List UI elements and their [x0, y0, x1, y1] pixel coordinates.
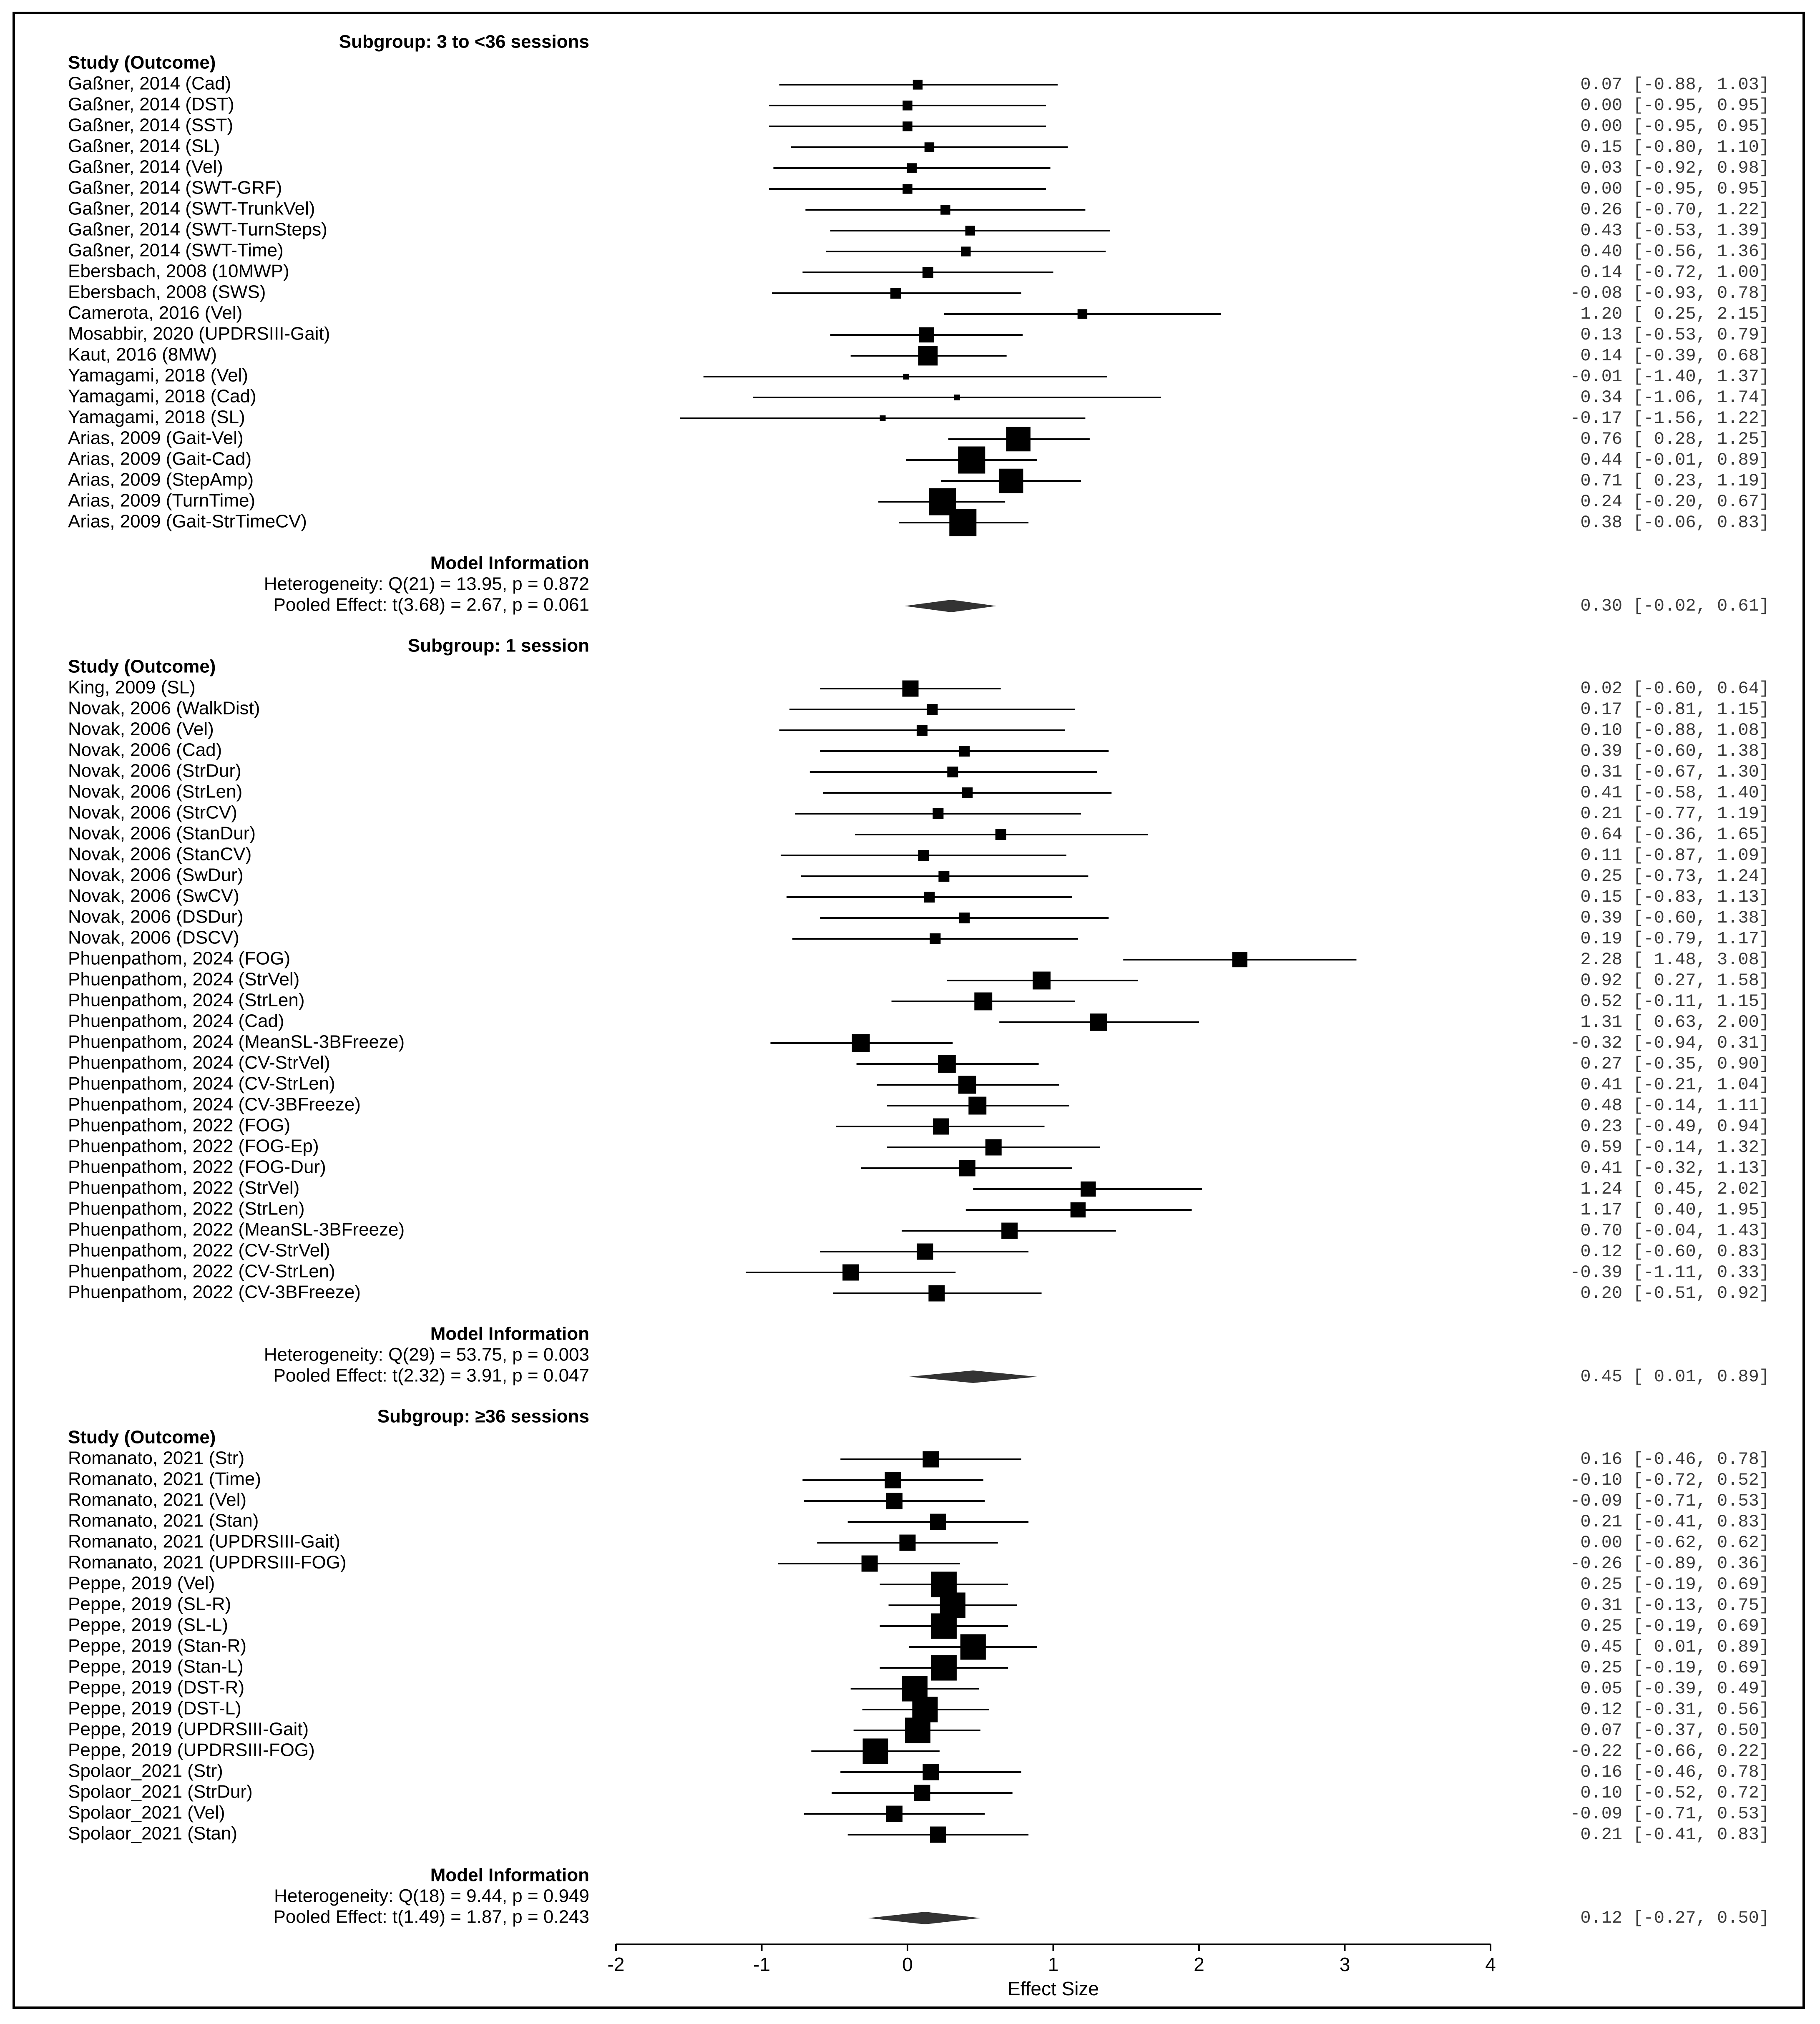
pooled-diamond [909, 1370, 1037, 1383]
ci-text: 0.16 [-0.46, 0.78] [1580, 1762, 1770, 1783]
pooled-diamond [868, 1912, 980, 1924]
ci-text: 0.25 [-0.73, 1.24] [1580, 866, 1770, 887]
effect-marker [842, 1265, 859, 1281]
model-info-label: Model Information [430, 553, 589, 573]
heterogeneity-text: Heterogeneity: Q(21) = 13.95, p = 0.872 [264, 573, 589, 594]
ci-text: 0.64 [-0.36, 1.65] [1580, 825, 1770, 845]
effect-marker [1006, 427, 1031, 452]
ci-text: 0.00 [-0.62, 0.62] [1580, 1533, 1770, 1553]
ci-text: 0.39 [-0.60, 1.38] [1580, 908, 1770, 928]
ci-text: 0.20 [-0.51, 0.92] [1580, 1283, 1770, 1304]
pooled-ci-text: 0.30 [-0.02, 0.61] [1580, 596, 1770, 616]
model-info-label: Model Information [430, 1865, 589, 1886]
effect-marker [933, 808, 943, 819]
ci-text: 0.41 [-0.58, 1.40] [1580, 783, 1770, 803]
ci-text: 0.41 [-0.32, 1.13] [1580, 1158, 1770, 1179]
ci-text: 0.07 [-0.88, 1.03] [1580, 75, 1770, 95]
study-label: Phuenpathom, 2022 (CV-StrLen) [68, 1261, 335, 1282]
effect-marker [968, 1097, 986, 1115]
effect-marker [930, 1514, 946, 1530]
ci-text: 0.25 [-0.19, 0.69] [1580, 1616, 1770, 1637]
effect-marker [924, 892, 935, 903]
effect-marker [1078, 309, 1087, 319]
study-label: Novak, 2006 (StrLen) [68, 781, 243, 802]
effect-marker [863, 1738, 888, 1764]
ci-text: 1.20 [ 0.25, 2.15] [1580, 304, 1770, 324]
subgroup-title: Subgroup: ≥36 sessions [377, 1406, 589, 1427]
pooled-ci-text: 0.12 [-0.27, 0.50] [1580, 1908, 1770, 1928]
effect-marker [940, 205, 950, 214]
ci-text: 0.03 [-0.92, 0.98] [1580, 158, 1770, 179]
ci-text: 0.07 [-0.37, 0.50] [1580, 1720, 1770, 1741]
study-label: Phuenpathom, 2024 (StrVel) [68, 969, 300, 990]
effect-marker [890, 288, 901, 299]
ci-text: 0.05 [-0.39, 0.49] [1580, 1679, 1770, 1699]
effect-marker [927, 704, 938, 715]
ci-text: 0.00 [-0.95, 0.95] [1580, 179, 1770, 199]
study-label: Romanato, 2021 (UPDRSIII-Gait) [68, 1531, 340, 1552]
effect-marker [1232, 952, 1247, 967]
study-label: Phuenpathom, 2022 (StrVel) [68, 1177, 300, 1198]
effect-marker [938, 871, 949, 882]
effect-marker [900, 1535, 916, 1551]
study-label: Novak, 2006 (StrDur) [68, 760, 241, 781]
effect-marker [886, 1806, 902, 1822]
ci-text: 0.15 [-0.83, 1.13] [1580, 887, 1770, 908]
ci-text: 0.31 [-0.13, 0.75] [1580, 1595, 1770, 1616]
study-label: Phuenpathom, 2022 (StrLen) [68, 1198, 305, 1219]
study-label: Yamagami, 2018 (Vel) [68, 365, 249, 386]
study-label: Phuenpathom, 2024 (Cad) [68, 1011, 284, 1031]
effect-marker [930, 1827, 946, 1843]
ci-text: 0.17 [-0.81, 1.15] [1580, 699, 1770, 720]
effect-marker [902, 121, 912, 131]
study-label: Spolaor_2021 (Vel) [68, 1802, 225, 1823]
effect-marker [958, 1076, 976, 1094]
study-label: Phuenpathom, 2022 (FOG) [68, 1115, 291, 1136]
effect-marker [902, 184, 912, 194]
effect-marker [995, 829, 1006, 840]
pooled-effect-text: Pooled Effect: t(1.49) = 1.87, p = 0.243 [273, 1906, 589, 1927]
effect-marker [1033, 972, 1051, 990]
ci-text: 0.10 [-0.88, 1.08] [1580, 720, 1770, 741]
ci-text: 0.24 [-0.20, 0.67] [1580, 492, 1770, 512]
ci-text: 0.26 [-0.70, 1.22] [1580, 200, 1770, 220]
effect-marker [925, 142, 934, 152]
study-label: Camerota, 2016 (Vel) [68, 302, 243, 323]
effect-marker [918, 850, 929, 861]
study-label: Peppe, 2019 (DST-L) [68, 1698, 241, 1719]
ci-text: -0.01 [-1.40, 1.37] [1570, 367, 1770, 387]
ci-text: 2.28 [ 1.48, 3.08] [1580, 950, 1770, 970]
study-label: Phuenpathom, 2022 (FOG-Dur) [68, 1157, 326, 1177]
ci-text: 0.21 [-0.77, 1.19] [1580, 804, 1770, 824]
ci-text: 0.23 [-0.49, 0.94] [1580, 1116, 1770, 1137]
effect-marker [928, 1285, 945, 1302]
x-axis-title: Effect Size [1007, 1978, 1099, 2000]
ci-text: -0.09 [-0.71, 0.53] [1570, 1491, 1770, 1511]
ci-text: -0.10 [-0.72, 0.52] [1570, 1470, 1770, 1491]
pooled-effect-text: Pooled Effect: t(2.32) = 3.91, p = 0.047 [273, 1365, 589, 1386]
study-label: Novak, 2006 (SwCV) [68, 885, 239, 906]
ci-text: 0.21 [-0.41, 0.83] [1580, 1825, 1770, 1845]
effect-marker [999, 469, 1023, 493]
ci-text: 0.16 [-0.46, 0.78] [1580, 1449, 1770, 1470]
study-label: Novak, 2006 (StrCV) [68, 802, 237, 823]
pooled-effect-text: Pooled Effect: t(3.68) = 2.67, p = 0.061 [273, 594, 589, 615]
ci-text: 1.31 [ 0.63, 2.00] [1580, 1012, 1770, 1033]
column-header: Study (Outcome) [68, 52, 216, 73]
effect-marker [959, 1160, 975, 1177]
ci-text: 0.14 [-0.39, 0.68] [1580, 346, 1770, 366]
subgroup-title: Subgroup: 1 session [407, 635, 589, 656]
study-label: Gaßner, 2014 (SST) [68, 115, 234, 136]
study-label: Phuenpathom, 2022 (FOG-Ep) [68, 1136, 319, 1157]
study-label: Arias, 2009 (Gait-StrTimeCV) [68, 511, 307, 532]
study-label: Gaßner, 2014 (SL) [68, 136, 220, 156]
effect-marker [852, 1034, 870, 1052]
effect-marker [880, 415, 886, 421]
ci-text: 0.00 [-0.95, 0.95] [1580, 96, 1770, 116]
effect-marker [902, 101, 912, 110]
effect-marker [1071, 1202, 1086, 1217]
study-label: Novak, 2006 (WalkDist) [68, 698, 260, 719]
effect-marker [923, 267, 933, 278]
ci-text: 0.71 [ 0.23, 1.19] [1580, 471, 1770, 491]
ci-text: -0.09 [-0.71, 0.53] [1570, 1804, 1770, 1824]
effect-marker [919, 327, 934, 342]
study-label: Peppe, 2019 (UPDRSIII-Gait) [68, 1719, 309, 1740]
study-label: Phuenpathom, 2024 (CV-3BFreeze) [68, 1094, 361, 1115]
study-label: Peppe, 2019 (DST-R) [68, 1677, 245, 1698]
study-label: Phuenpathom, 2022 (CV-3BFreeze) [68, 1282, 361, 1302]
ci-text: 0.34 [-1.06, 1.74] [1580, 387, 1770, 408]
study-label: Phuenpathom, 2024 (CV-StrVel) [68, 1052, 330, 1073]
pooled-ci-text: 0.45 [ 0.01, 0.89] [1580, 1367, 1770, 1387]
ci-text: 0.48 [-0.14, 1.11] [1580, 1096, 1770, 1116]
study-label: Spolaor_2021 (StrDur) [68, 1781, 253, 1802]
pooled-diamond [905, 600, 996, 612]
ci-text: 0.12 [-0.60, 0.83] [1580, 1242, 1770, 1262]
study-label: Phuenpathom, 2024 (CV-StrLen) [68, 1073, 335, 1094]
study-label: Spolaor_2021 (Stan) [68, 1823, 238, 1844]
model-info-label: Model Information [430, 1323, 589, 1344]
ci-text: -0.39 [-1.11, 0.33] [1570, 1262, 1770, 1283]
ci-text: 0.70 [-0.04, 1.43] [1580, 1221, 1770, 1241]
effect-marker [962, 787, 973, 798]
x-tick-label: -2 [607, 1954, 625, 1976]
study-label: Arias, 2009 (StepAmp) [68, 469, 254, 490]
ci-text: 0.45 [ 0.01, 0.89] [1580, 1637, 1770, 1657]
ci-text: 0.52 [-0.11, 1.15] [1580, 991, 1770, 1012]
x-tick-label: -1 [753, 1954, 770, 1976]
ci-text: -0.26 [-0.89, 0.36] [1570, 1554, 1770, 1574]
study-label: Phuenpathom, 2022 (MeanSL-3BFreeze) [68, 1219, 405, 1240]
ci-text: 0.38 [-0.06, 0.83] [1580, 513, 1770, 533]
ci-text: 0.11 [-0.87, 1.09] [1580, 845, 1770, 866]
study-label: Novak, 2006 (DSCV) [68, 927, 239, 948]
ci-text: 0.40 [-0.56, 1.36] [1580, 241, 1770, 262]
x-tick-label: 2 [1194, 1954, 1204, 1976]
heterogeneity-text: Heterogeneity: Q(29) = 53.75, p = 0.003 [264, 1344, 589, 1365]
study-label: Gaßner, 2014 (SWT-TurnSteps) [68, 219, 327, 240]
study-label: Peppe, 2019 (UPDRSIII-FOG) [68, 1740, 315, 1760]
effect-marker [947, 767, 958, 777]
study-label: Gaßner, 2014 (DST) [68, 94, 234, 115]
ci-text: 0.15 [-0.80, 1.10] [1580, 137, 1770, 158]
ci-text: 0.76 [ 0.28, 1.25] [1580, 429, 1770, 450]
ci-text: 0.92 [ 0.27, 1.58] [1580, 971, 1770, 991]
ci-text: 0.39 [-0.60, 1.38] [1580, 741, 1770, 762]
effect-marker [961, 246, 970, 256]
x-tick-label: 4 [1485, 1954, 1496, 1976]
study-label: Arias, 2009 (Gait-Vel) [68, 427, 244, 448]
effect-marker [923, 1451, 939, 1468]
ci-text: 1.24 [ 0.45, 2.02] [1580, 1179, 1770, 1199]
ci-text: 0.25 [-0.19, 0.69] [1580, 1574, 1770, 1595]
subgroup-title: Subgroup: 3 to <36 sessions [339, 31, 589, 52]
effect-marker [914, 1785, 930, 1801]
effect-marker [1090, 1013, 1107, 1031]
ci-text: 0.25 [-0.19, 0.69] [1580, 1658, 1770, 1678]
effect-marker [931, 1655, 957, 1680]
x-tick-label: 3 [1339, 1954, 1350, 1976]
ci-text: 0.59 [-0.14, 1.32] [1580, 1137, 1770, 1158]
ci-text: -0.17 [-1.56, 1.22] [1570, 408, 1770, 429]
effect-marker [938, 1055, 956, 1073]
effect-marker [1001, 1223, 1018, 1239]
study-label: Phuenpathom, 2024 (MeanSL-3BFreeze) [68, 1031, 405, 1052]
effect-marker [903, 374, 909, 380]
column-header: Study (Outcome) [68, 656, 216, 677]
study-label: Romanato, 2021 (UPDRSIII-FOG) [68, 1552, 347, 1573]
effect-marker [954, 395, 960, 400]
study-label: Novak, 2006 (DSDur) [68, 906, 244, 927]
study-label: Romanato, 2021 (Time) [68, 1468, 261, 1489]
ci-text: 0.13 [-0.53, 0.79] [1580, 325, 1770, 345]
study-label: Mosabbir, 2020 (UPDRSIII-Gait) [68, 323, 330, 344]
ci-text: 0.19 [-0.79, 1.17] [1580, 929, 1770, 949]
study-label: Arias, 2009 (TurnTime) [68, 490, 256, 511]
ci-text: 0.41 [-0.21, 1.04] [1580, 1075, 1770, 1095]
ci-text: 0.31 [-0.67, 1.30] [1580, 762, 1770, 782]
effect-marker [885, 1472, 901, 1488]
study-label: Gaßner, 2014 (SWT-GRF) [68, 177, 282, 198]
effect-marker [985, 1139, 1002, 1156]
study-label: Phuenpathom, 2022 (CV-StrVel) [68, 1240, 330, 1261]
study-label: Yamagami, 2018 (SL) [68, 407, 245, 427]
effect-marker [917, 1244, 933, 1260]
effect-marker [960, 1634, 986, 1659]
ci-text: 0.43 [-0.53, 1.39] [1580, 221, 1770, 241]
ci-text: -0.08 [-0.93, 0.78] [1570, 283, 1770, 304]
study-label: Peppe, 2019 (Vel) [68, 1573, 215, 1594]
study-label: Romanato, 2021 (Stan) [68, 1510, 259, 1531]
effect-marker [862, 1556, 878, 1572]
ci-text: -0.32 [-0.94, 0.31] [1570, 1033, 1770, 1053]
effect-marker [886, 1493, 902, 1509]
study-label: Romanato, 2021 (Str) [68, 1448, 245, 1468]
heterogeneity-text: Heterogeneity: Q(18) = 9.44, p = 0.949 [274, 1886, 589, 1906]
x-tick-label: 1 [1048, 1954, 1059, 1976]
effect-marker [949, 509, 976, 536]
ci-text: 0.10 [-0.52, 0.72] [1580, 1783, 1770, 1803]
effect-marker [931, 1613, 957, 1639]
ci-text: -0.22 [-0.66, 0.22] [1570, 1741, 1770, 1762]
effect-marker [917, 725, 928, 736]
study-label: Novak, 2006 (Vel) [68, 719, 214, 739]
ci-text: 0.00 [-0.95, 0.95] [1580, 116, 1770, 137]
study-label: Kaut, 2016 (8MW) [68, 344, 217, 365]
study-label: Phuenpathom, 2024 (FOG) [68, 948, 291, 969]
x-tick-label: 0 [902, 1954, 913, 1976]
study-label: Yamagami, 2018 (Cad) [68, 386, 256, 407]
effect-marker [913, 80, 923, 89]
ci-text: 1.17 [ 0.40, 1.95] [1580, 1200, 1770, 1220]
study-label: Peppe, 2019 (Stan-R) [68, 1635, 247, 1656]
effect-marker [933, 1119, 949, 1135]
ci-text: 0.21 [-0.41, 0.83] [1580, 1512, 1770, 1532]
study-label: Gaßner, 2014 (SWT-TrunkVel) [68, 198, 315, 219]
study-label: Gaßner, 2014 (Vel) [68, 156, 223, 177]
effect-marker [965, 226, 975, 235]
ci-text: 0.27 [-0.35, 0.90] [1580, 1054, 1770, 1074]
study-label: Gaßner, 2014 (Cad) [68, 73, 231, 94]
study-label: Ebersbach, 2008 (SWS) [68, 282, 266, 302]
effect-marker [902, 681, 918, 697]
effect-marker [958, 447, 985, 474]
effect-marker [930, 933, 940, 944]
study-label: Romanato, 2021 (Vel) [68, 1489, 247, 1510]
study-label: Arias, 2009 (Gait-Cad) [68, 448, 252, 469]
study-label: Spolaor_2021 (Str) [68, 1760, 223, 1781]
effect-marker [1081, 1182, 1096, 1197]
study-label: Peppe, 2019 (Stan-L) [68, 1656, 244, 1677]
ci-text: 0.12 [-0.31, 0.56] [1580, 1700, 1770, 1720]
effect-marker [918, 346, 938, 366]
column-header: Study (Outcome) [68, 1427, 216, 1448]
study-label: Ebersbach, 2008 (10MWP) [68, 261, 289, 282]
effect-marker [923, 1764, 939, 1780]
study-label: King, 2009 (SL) [68, 677, 196, 698]
effect-marker [959, 746, 970, 757]
study-label: Phuenpathom, 2024 (StrLen) [68, 990, 305, 1011]
study-label: Peppe, 2019 (SL-R) [68, 1594, 231, 1614]
effect-marker [907, 163, 917, 173]
study-label: Novak, 2006 (StanDur) [68, 823, 256, 844]
study-label: Peppe, 2019 (SL-L) [68, 1614, 229, 1635]
study-label: Gaßner, 2014 (SWT-Time) [68, 240, 284, 261]
ci-text: 0.14 [-0.72, 1.00] [1580, 262, 1770, 283]
ci-text: 0.02 [-0.60, 0.64] [1580, 679, 1770, 699]
ci-text: 0.44 [-0.01, 0.89] [1580, 450, 1770, 470]
effect-marker [974, 993, 992, 1011]
effect-marker [905, 1717, 930, 1743]
study-label: Novak, 2006 (SwDur) [68, 865, 244, 885]
effect-marker [959, 913, 970, 923]
study-label: Novak, 2006 (Cad) [68, 739, 222, 760]
study-label: Novak, 2006 (StanCV) [68, 844, 252, 865]
